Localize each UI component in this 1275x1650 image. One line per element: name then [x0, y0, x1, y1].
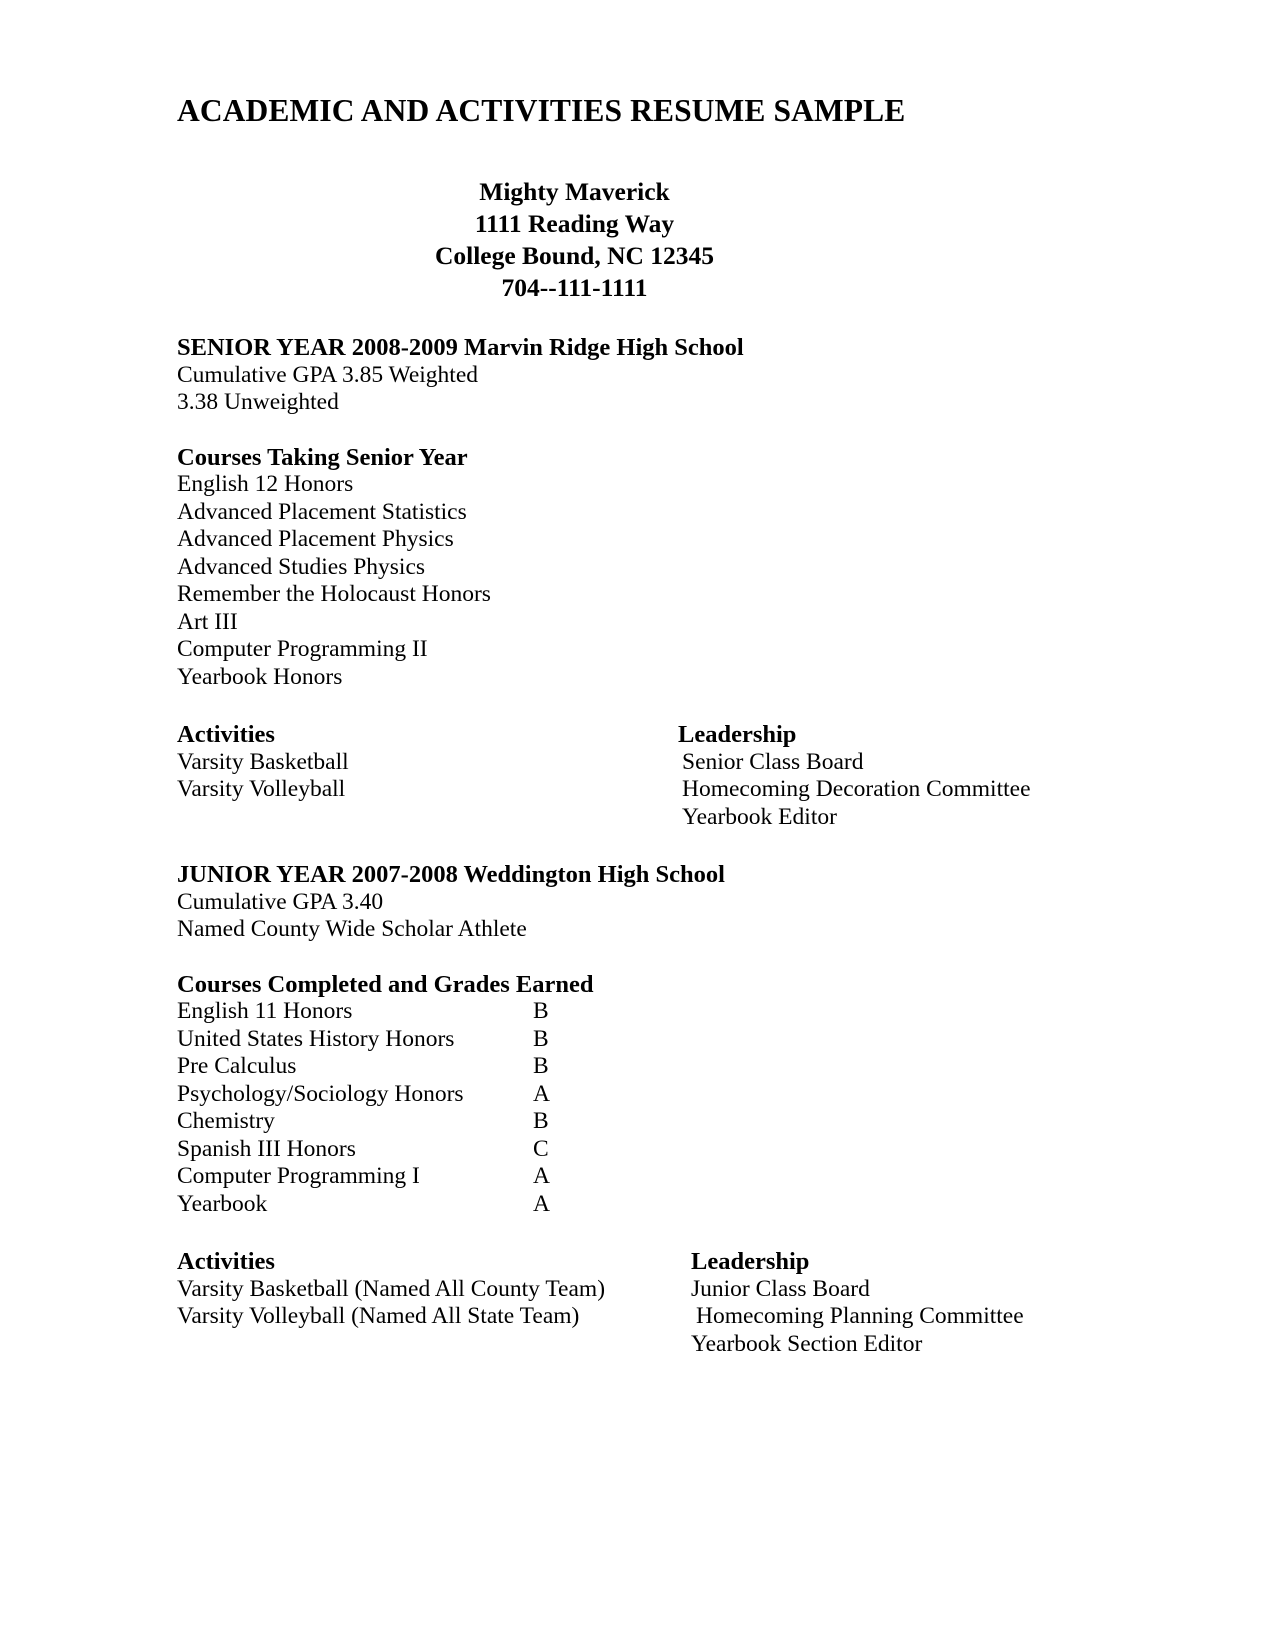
junior-courses-heading: Courses Completed and Grades Earned — [177, 970, 594, 998]
junior-activities-heading: Activities — [177, 1248, 275, 1276]
spacer — [177, 944, 1177, 971]
junior-gpa: Cumulative GPA 3.40 — [177, 888, 384, 915]
senior-leadership-heading: Leadership — [678, 721, 797, 749]
senior-courses-heading: Courses Taking Senior Year — [177, 443, 468, 471]
list-item: Art III — [177, 608, 238, 635]
spacer — [177, 417, 1177, 444]
list-item: Varsity Volleyball — [177, 776, 346, 803]
list-item: Homecoming Planning Committee — [696, 1303, 1024, 1330]
contact-name: Mighty Maverick — [479, 176, 670, 206]
junior-leadership-column — [691, 1248, 1161, 1358]
course-grade: B — [533, 998, 549, 1025]
list-item: Remember the Holocaust Honors — [177, 581, 491, 608]
table-row — [177, 1026, 1177, 1054]
list-item: Yearbook Section Editor — [691, 1330, 923, 1357]
spacer — [177, 304, 1177, 334]
course-grade: B — [533, 1025, 549, 1052]
junior-year-heading: JUNIOR YEAR 2007-2008 Weddington High School — [177, 861, 725, 889]
course-name: United States History Honors — [177, 1025, 455, 1052]
contact-phone: 704--111-1111 — [501, 273, 648, 303]
junior-activities-column — [177, 1248, 697, 1331]
table-row — [177, 998, 1177, 1026]
page-title: ACADEMIC AND ACTIVITIES RESUME SAMPLE — [177, 93, 906, 128]
resume-content — [177, 0, 1177, 1358]
list-item: Homecoming Decoration Committee — [682, 776, 1031, 803]
course-name: Computer Programming I — [177, 1163, 420, 1190]
senior-activities-heading: Activities — [177, 721, 275, 749]
list-item: Advanced Placement Statistics — [177, 498, 467, 525]
course-name: Spanish III Honors — [177, 1135, 356, 1162]
list-item: Senior Class Board — [682, 748, 864, 775]
table-row — [177, 1163, 1177, 1191]
course-grade: B — [533, 1053, 549, 1080]
course-grade: C — [533, 1135, 549, 1162]
course-grade: A — [533, 1080, 550, 1107]
table-row — [177, 1136, 1177, 1164]
list-item: Yearbook Honors — [177, 663, 343, 690]
table-row — [177, 1108, 1177, 1136]
senior-activities-leadership — [177, 721, 1177, 831]
course-name: Psychology/Sociology Honors — [177, 1080, 464, 1107]
course-grade: A — [533, 1163, 550, 1190]
list-item: Varsity Basketball (Named All County Team) — [177, 1275, 606, 1302]
spacer — [177, 1218, 1177, 1248]
list-item: Varsity Volleyball (Named All State Team) — [177, 1303, 580, 1330]
senior-leadership-column — [678, 721, 1148, 831]
course-grade: B — [533, 1108, 549, 1135]
junior-year-section — [177, 861, 1177, 1358]
course-name: English 11 Honors — [177, 998, 353, 1025]
junior-activities-leadership — [177, 1248, 1177, 1358]
contact-street: 1111 Reading Way — [474, 208, 675, 238]
list-item: Advanced Placement Physics — [177, 526, 454, 553]
contact-block — [177, 127, 972, 305]
contact-city-state-zip: College Bound, NC 12345 — [434, 240, 715, 270]
course-name: Yearbook — [177, 1190, 268, 1217]
course-name: Chemistry — [177, 1108, 275, 1135]
course-name: Pre Calculus — [177, 1053, 297, 1080]
table-row — [177, 1053, 1177, 1081]
list-item: English 12 Honors — [177, 471, 354, 498]
table-row — [177, 1191, 1177, 1219]
list-item: Computer Programming II — [177, 636, 428, 663]
senior-gpa-weighted: Cumulative GPA 3.85 Weighted — [177, 361, 479, 388]
junior-leadership-heading: Leadership — [691, 1248, 810, 1276]
spacer — [177, 691, 1177, 721]
list-item: Varsity Basketball — [177, 748, 349, 775]
list-item: Advanced Studies Physics — [177, 553, 426, 580]
junior-award: Named County Wide Scholar Athlete — [177, 916, 527, 943]
senior-year-section — [177, 334, 1177, 831]
senior-year-heading: SENIOR YEAR 2008-2009 Marvin Ridge High School — [177, 334, 744, 362]
course-grade: A — [533, 1190, 550, 1217]
senior-activities-column — [177, 721, 697, 804]
senior-gpa-unweighted: 3.38 Unweighted — [177, 389, 339, 416]
list-item: Yearbook Editor — [682, 803, 837, 830]
table-row — [177, 1081, 1177, 1109]
spacer — [177, 831, 1177, 861]
list-item: Junior Class Board — [691, 1275, 870, 1302]
